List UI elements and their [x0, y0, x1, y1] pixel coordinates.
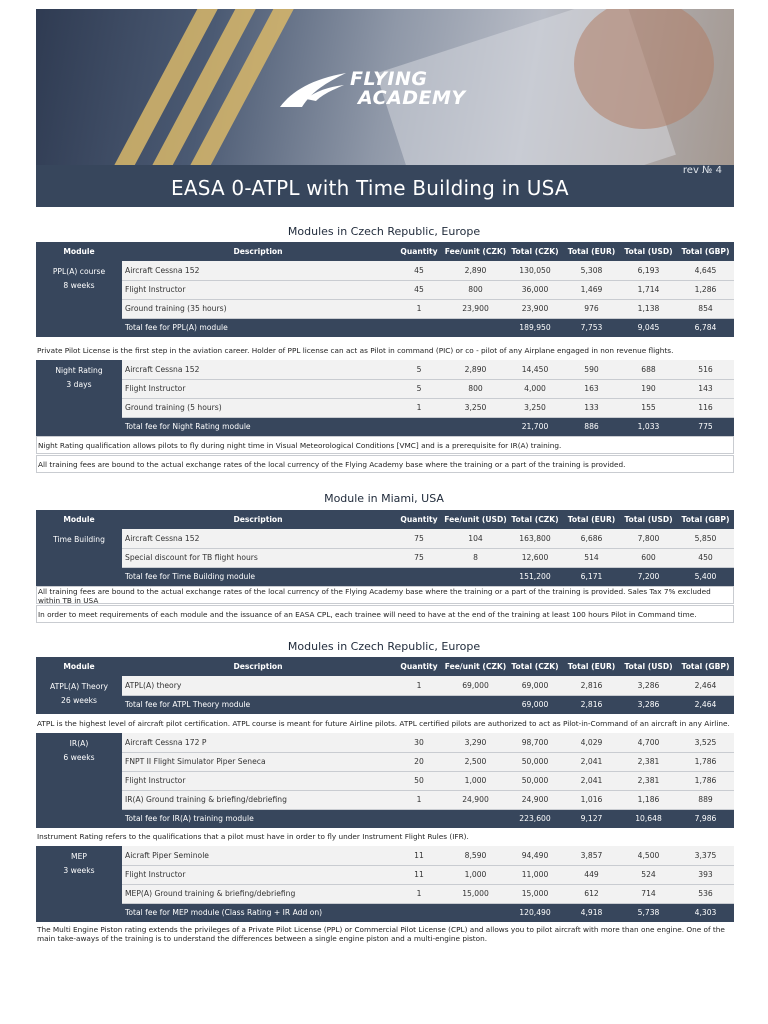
module-duration: 26 weeks	[61, 696, 97, 705]
column-header: Quantity	[394, 242, 444, 261]
total-eur-cell: 2,816	[563, 695, 620, 714]
quantity-cell: 1	[394, 299, 444, 318]
total-row	[36, 695, 734, 714]
table-row	[36, 261, 734, 280]
module-name: Time Building	[53, 535, 105, 544]
total-usd-cell: 7,800	[620, 529, 677, 548]
table-row	[36, 771, 734, 790]
quantity-cell: 11	[394, 846, 444, 865]
module-name: PPL(A) course	[52, 267, 106, 276]
fee-cell: 3,290	[444, 733, 507, 752]
fee-cell: 1,000	[444, 771, 507, 790]
night-rating-table	[36, 360, 734, 436]
table-row	[36, 676, 734, 695]
total-eur-cell: 3,857	[563, 846, 620, 865]
total-czk-cell: 11,000	[507, 865, 563, 884]
total-gbp-cell: 854	[677, 299, 734, 318]
column-header: Fee/unit (CZK)	[444, 657, 507, 676]
column-header: Total (USD)	[620, 510, 677, 529]
total-eur-cell: 4,029	[563, 733, 620, 752]
fee-cell: 104	[444, 529, 507, 548]
total-usd-cell: 688	[620, 360, 677, 379]
total-label: Total fee for IR(A) training module	[122, 809, 394, 828]
total-czk-cell: 21,700	[507, 417, 563, 436]
table-row	[36, 865, 734, 884]
ir-table	[36, 733, 734, 828]
column-header: Fee/unit (CZK)	[444, 242, 507, 261]
total-gbp-cell: 3,375	[677, 846, 734, 865]
table-row	[36, 379, 734, 398]
total-eur-cell: 590	[563, 360, 620, 379]
module-duration: 6 weeks	[63, 753, 95, 762]
total-eur-cell: 2,041	[563, 752, 620, 771]
pic-time-note: In order to meet requirements of each module and the issuance of an EASA CPL, each trainee will need to have at the end of the training at least 100 hours Pilot in Command time.	[36, 605, 734, 623]
description-cell: Aircraft Cessna 152	[122, 261, 394, 280]
total-usd-cell: 3,286	[620, 676, 677, 695]
table-row	[36, 548, 734, 567]
fee-cell: 2,890	[444, 261, 507, 280]
night-rating-note: Night Rating qualification allows pilots to fly during night time in Visual Meteorological Conditions [VMC] and is a prerequisite for IR(A) training.	[36, 436, 734, 454]
total-eur-cell: 976	[563, 299, 620, 318]
column-header: Fee/unit (USD)	[444, 510, 507, 529]
column-header: Total (USD)	[620, 657, 677, 676]
wing-icon	[278, 69, 348, 109]
table-row	[36, 846, 734, 865]
exchange-rate-note: All training fees are bound to the actual exchange rates of the local currency of the Flying Academy base where the training or a part of the training is provided.	[36, 455, 734, 473]
total-eur-cell: 612	[563, 884, 620, 903]
quantity-cell: 30	[394, 733, 444, 752]
fee-cell: 15,000	[444, 884, 507, 903]
total-label: Total fee for MEP module (Class Rating + IR Add on)	[122, 903, 394, 922]
total-usd-cell: 4,500	[620, 846, 677, 865]
total-usd-cell: 2,381	[620, 771, 677, 790]
module-cell	[36, 733, 122, 828]
column-header: Total (CZK)	[507, 242, 563, 261]
total-czk-cell: 36,000	[507, 280, 563, 299]
table-row	[36, 360, 734, 379]
module-cell	[36, 261, 122, 337]
total-usd-cell: 524	[620, 865, 677, 884]
column-header: Total (GBP)	[677, 657, 734, 676]
quantity-cell: 50	[394, 771, 444, 790]
total-row	[36, 318, 734, 337]
total-usd-cell: 714	[620, 884, 677, 903]
column-header: Total (EUR)	[563, 657, 620, 676]
total-usd-cell: 4,700	[620, 733, 677, 752]
header-banner-image	[36, 9, 734, 165]
total-czk-cell: 4,000	[507, 379, 563, 398]
quantity-cell: 20	[394, 752, 444, 771]
quantity-cell: 5	[394, 379, 444, 398]
table-header-row	[36, 242, 734, 261]
module-name: Night Rating	[55, 366, 103, 375]
description-cell: Aircraft Cessna 152	[122, 360, 394, 379]
description-cell: MEP(A) Ground training & briefing/debriefing	[122, 884, 394, 903]
column-header: Description	[122, 510, 394, 529]
total-czk-cell: 189,950	[507, 318, 563, 337]
fee-cell: 800	[444, 280, 507, 299]
description-cell: Aircraft Cessna 152	[122, 529, 394, 548]
module-name: ATPL(A) Theory	[50, 682, 108, 691]
total-czk-cell: 69,000	[507, 676, 563, 695]
total-label: Total fee for ATPL Theory module	[122, 695, 394, 714]
total-usd-cell: 5,738	[620, 903, 677, 922]
total-usd-cell: 1,714	[620, 280, 677, 299]
total-usd-cell: 600	[620, 548, 677, 567]
total-row	[36, 417, 734, 436]
description-cell: Aircraft Cessna 172 P	[122, 733, 394, 752]
table-header-row	[36, 510, 734, 529]
total-gbp-cell: 5,400	[677, 567, 734, 586]
ir-note: Instrument Rating refers to the qualifications that a pilot must have in order to fly under Instrument Flight Rules (IFR).	[37, 832, 469, 841]
total-czk-cell: 98,700	[507, 733, 563, 752]
fee-cell: 24,900	[444, 790, 507, 809]
total-eur-cell: 6,686	[563, 529, 620, 548]
module-cell	[36, 529, 122, 586]
total-label: Total fee for PPL(A) module	[122, 318, 394, 337]
total-gbp-cell: 4,303	[677, 903, 734, 922]
total-czk-cell: 15,000	[507, 884, 563, 903]
description-cell: Flight Instructor	[122, 771, 394, 790]
quantity-cell: 75	[394, 529, 444, 548]
total-eur-cell: 2,816	[563, 676, 620, 695]
total-eur-cell: 1,469	[563, 280, 620, 299]
column-header: Module	[36, 242, 122, 261]
usd-module-table	[36, 510, 734, 586]
table-row	[36, 752, 734, 771]
total-usd-cell: 155	[620, 398, 677, 417]
total-czk-cell: 69,000	[507, 695, 563, 714]
fee-cell: 2,500	[444, 752, 507, 771]
total-row	[36, 809, 734, 828]
column-header: Module	[36, 657, 122, 676]
total-czk-cell: 120,490	[507, 903, 563, 922]
quantity-cell: 1	[394, 676, 444, 695]
description-cell: Special discount for TB flight hours	[122, 548, 394, 567]
total-czk-cell: 3,250	[507, 398, 563, 417]
total-usd-cell: 1,186	[620, 790, 677, 809]
flying-academy-logo: FLYING ACADEMY	[278, 69, 466, 109]
column-header: Module	[36, 510, 122, 529]
total-usd-cell: 6,193	[620, 261, 677, 280]
total-eur-cell: 2,041	[563, 771, 620, 790]
column-header: Description	[122, 242, 394, 261]
tb-exchange-note: All training fees are bound to the actual exchange rates of the local currency of the Flying Academy base where the training or a part of the training is provided. Sales Tax 7% excluded within TB in USA	[36, 586, 734, 604]
total-eur-cell: 4,918	[563, 903, 620, 922]
page-title: EASA 0-ATPL with Time Building in USA	[171, 176, 569, 200]
total-gbp-cell: 1,286	[677, 280, 734, 299]
total-gbp-cell: 2,464	[677, 695, 734, 714]
module-cell	[36, 846, 122, 922]
column-header: Total (CZK)	[507, 657, 563, 676]
column-header: Total (CZK)	[507, 510, 563, 529]
fee-cell: 8	[444, 548, 507, 567]
module-duration: 3 days	[66, 380, 92, 389]
description-cell: FNPT II Flight Simulator Piper Seneca	[122, 752, 394, 771]
total-gbp-cell: 5,850	[677, 529, 734, 548]
table-row	[36, 299, 734, 318]
column-header: Quantity	[394, 510, 444, 529]
description-cell: Aicraft Piper Seminole	[122, 846, 394, 865]
total-czk-cell: 14,450	[507, 360, 563, 379]
column-header: Total (EUR)	[563, 242, 620, 261]
mep-note: The Multi Engine Piston rating extends the privileges of a Private Pilot License (PPL) or Commercial Pilot License (CPL) and allows you to pilot aircraft with more than one engine. One of the main take-aways of the training is to understand the differences between a single engine piston and a multi-engine piston.	[37, 925, 725, 943]
total-gbp-cell: 536	[677, 884, 734, 903]
total-row	[36, 903, 734, 922]
total-gbp-cell: 2,464	[677, 676, 734, 695]
table-row	[36, 529, 734, 548]
total-eur-cell: 9,127	[563, 809, 620, 828]
total-czk-cell: 24,900	[507, 790, 563, 809]
total-eur-cell: 5,308	[563, 261, 620, 280]
table-row	[36, 733, 734, 752]
section-title: Module in Miami, USA	[324, 492, 444, 505]
quantity-cell: 11	[394, 865, 444, 884]
total-eur-cell: 6,171	[563, 567, 620, 586]
module-duration: 8 weeks	[63, 281, 95, 290]
total-usd-cell: 7,200	[620, 567, 677, 586]
description-cell: Flight Instructor	[122, 865, 394, 884]
total-gbp-cell: 116	[677, 398, 734, 417]
quantity-cell: 1	[394, 884, 444, 903]
description-cell: IR(A) Ground training & briefing/debriefing	[122, 790, 394, 809]
quantity-cell: 45	[394, 261, 444, 280]
fee-cell: 2,890	[444, 360, 507, 379]
module-name: IR(A)	[69, 739, 89, 748]
total-czk-cell: 50,000	[507, 771, 563, 790]
total-eur-cell: 133	[563, 398, 620, 417]
total-gbp-cell: 143	[677, 379, 734, 398]
total-gbp-cell: 393	[677, 865, 734, 884]
column-header: Total (GBP)	[677, 242, 734, 261]
column-header: Total (EUR)	[563, 510, 620, 529]
quantity-cell: 45	[394, 280, 444, 299]
total-eur-cell: 7,753	[563, 318, 620, 337]
quantity-cell: 1	[394, 790, 444, 809]
column-header: Total (GBP)	[677, 510, 734, 529]
total-label: Total fee for Time Building module	[122, 567, 394, 586]
total-eur-cell: 449	[563, 865, 620, 884]
czk-modules-table-1	[36, 242, 734, 337]
section-title: Modules in Czech Republic, Europe	[287, 225, 481, 238]
module-cell	[36, 360, 122, 436]
column-header: Description	[122, 657, 394, 676]
total-czk-cell: 151,200	[507, 567, 563, 586]
fee-cell: 8,590	[444, 846, 507, 865]
atpl-note: ATPL is the highest level of aircraft pilot certification. ATPL course is meant for future Airline pilots. ATPL certified pilots are authorized to act as Pilot-in-Command of an aircraft in any Airline.	[37, 719, 730, 728]
total-gbp-cell: 889	[677, 790, 734, 809]
total-czk-cell: 12,600	[507, 548, 563, 567]
quantity-cell: 5	[394, 360, 444, 379]
total-gbp-cell: 775	[677, 417, 734, 436]
total-czk-cell: 94,490	[507, 846, 563, 865]
total-gbp-cell: 450	[677, 548, 734, 567]
table-row	[36, 398, 734, 417]
ppl-note: Private Pilot License is the first step in the aviation career. Holder of PPL license can act as Pilot in command (PIC) or co - pilot of any Airplane engaged in non revenue flights.	[37, 346, 674, 355]
fee-cell: 800	[444, 379, 507, 398]
total-usd-cell: 2,381	[620, 752, 677, 771]
total-gbp-cell: 4,645	[677, 261, 734, 280]
total-row	[36, 567, 734, 586]
total-czk-cell: 223,600	[507, 809, 563, 828]
total-usd-cell: 1,138	[620, 299, 677, 318]
title-band	[36, 165, 734, 207]
total-eur-cell: 886	[563, 417, 620, 436]
total-eur-cell: 1,016	[563, 790, 620, 809]
total-gbp-cell: 1,786	[677, 771, 734, 790]
total-gbp-cell: 516	[677, 360, 734, 379]
revision-label: rev № 4	[682, 165, 722, 176]
czk-modules-table-2	[36, 657, 734, 714]
total-usd-cell: 3,286	[620, 695, 677, 714]
module-cell	[36, 676, 122, 714]
module-duration: 3 weeks	[63, 866, 95, 875]
description-cell: Ground training (5 hours)	[122, 398, 394, 417]
total-czk-cell: 163,800	[507, 529, 563, 548]
total-gbp-cell: 7,986	[677, 809, 734, 828]
description-cell: Flight Instructor	[122, 379, 394, 398]
quantity-cell: 75	[394, 548, 444, 567]
fee-cell: 3,250	[444, 398, 507, 417]
module-name: MEP	[71, 852, 87, 861]
total-czk-cell: 50,000	[507, 752, 563, 771]
total-czk-cell: 23,900	[507, 299, 563, 318]
total-gbp-cell: 6,784	[677, 318, 734, 337]
fee-cell: 1,000	[444, 865, 507, 884]
description-cell: Ground training (35 hours)	[122, 299, 394, 318]
total-usd-cell: 10,648	[620, 809, 677, 828]
total-usd-cell: 1,033	[620, 417, 677, 436]
total-usd-cell: 9,045	[620, 318, 677, 337]
fee-cell: 23,900	[444, 299, 507, 318]
total-gbp-cell: 1,786	[677, 752, 734, 771]
fee-cell: 69,000	[444, 676, 507, 695]
table-header-row	[36, 657, 734, 676]
total-label: Total fee for Night Rating module	[122, 417, 394, 436]
total-czk-cell: 130,050	[507, 261, 563, 280]
total-usd-cell: 190	[620, 379, 677, 398]
mep-table	[36, 846, 734, 922]
description-cell: Flight Instructor	[122, 280, 394, 299]
table-row	[36, 884, 734, 903]
table-row	[36, 790, 734, 809]
table-row	[36, 280, 734, 299]
section-title: Modules in Czech Republic, Europe	[287, 640, 481, 653]
column-header: Total (USD)	[620, 242, 677, 261]
total-gbp-cell: 3,525	[677, 733, 734, 752]
description-cell: ATPL(A) theory	[122, 676, 394, 695]
total-eur-cell: 514	[563, 548, 620, 567]
total-eur-cell: 163	[563, 379, 620, 398]
quantity-cell: 1	[394, 398, 444, 417]
column-header: Quantity	[394, 657, 444, 676]
